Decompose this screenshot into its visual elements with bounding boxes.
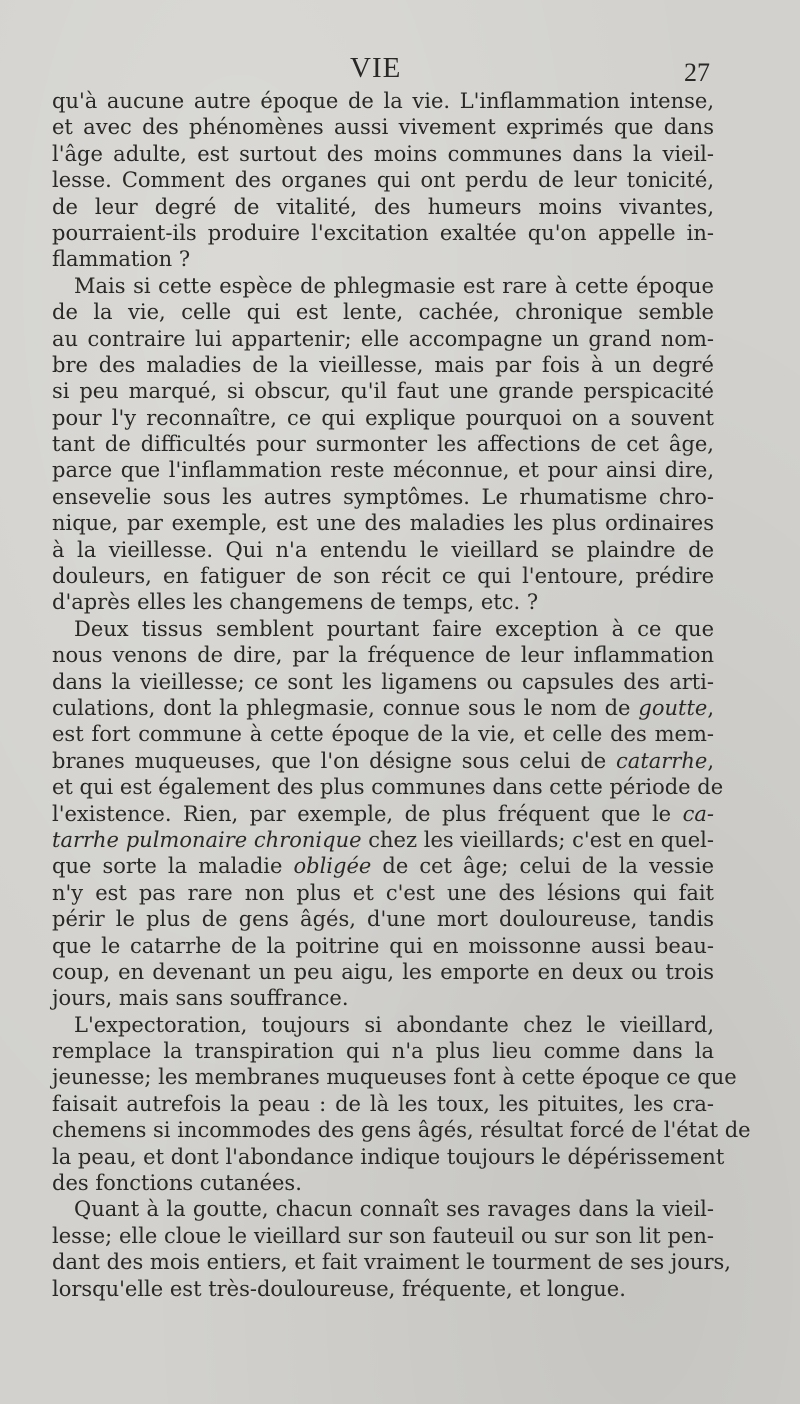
text-line: jeunesse; les membranes muqueuses font à cette époque ce que — [52, 1065, 737, 1090]
text-line: d'après elles les changemens de temps, etc. ? — [52, 590, 539, 615]
text-line: et qui est également des plus communes dans cette période de — [52, 775, 724, 800]
text-line: périr le plus de gens âgés, d'une mort douloureuse, tandis — [52, 907, 714, 932]
text-line: de la vie, celle qui est lente, cachée, chronique semble — [52, 300, 714, 325]
text-line: lesse. Comment des organes qui ont perdu de leur tonicité, — [52, 168, 714, 193]
text-line: de leur degré de vitalité, des humeurs moins vivantes, — [52, 194, 714, 219]
text-line: lorsqu'elle est très-douloureuse, fréquente, et longue. — [52, 1276, 626, 1301]
text-line: n'y est pas rare non plus et c'est une des lésions qui fait — [52, 880, 714, 905]
text-line: pour l'y reconnaître, ce qui explique pourquoi on a souvent — [52, 405, 714, 430]
paragraph-first-line: Quant à la goutte, chacun connaît ses ravages dans la vieil- — [74, 1197, 714, 1222]
text-line: tarrhe pulmonaire chronique chez les vieillards; c'est en quel- — [52, 827, 714, 852]
text-line: qu'à aucune autre époque de la vie. L'inflammation intense, — [52, 89, 714, 113]
running-title: VIE — [350, 52, 402, 84]
text-line: pourraient-ils produire l'excitation exaltée qu'on appelle in- — [52, 220, 714, 245]
text-line: ensevelie sous les autres symptômes. Le rhumatisme chro- — [52, 484, 714, 509]
text-line: culations, dont la phlegmasie, connue sous le nom de goutte, — [52, 695, 714, 720]
text-line: douleurs, en fatiguer de son récit ce qui l'entoure, prédire — [52, 564, 714, 589]
text-line: bre des maladies de la vieillesse, mais par fois à un degré — [52, 352, 714, 377]
text-line: que sorte la maladie obligée de cet âge; celui de la vessie — [52, 854, 714, 879]
paragraph-first-line: Mais si cette espèce de phlegmasie est rare à cette époque — [74, 273, 714, 298]
text-line: jours, mais sans souffrance. — [52, 986, 349, 1011]
page-number: 27 — [684, 58, 710, 87]
text-line: à la vieillesse. Qui n'a entendu le vieillard se plaindre de — [52, 537, 714, 562]
text-line: et avec des phénomènes aussi vivement exprimés que dans — [52, 115, 714, 140]
text-line: nous venons de dire, par la fréquence de leur inflammation — [52, 643, 714, 668]
text-line: que le catarrhe de la poitrine qui en moissonne aussi beau- — [52, 933, 714, 958]
text-line: chemens si incommodes des gens âgés, résultat forcé de l'état de — [52, 1118, 751, 1143]
text-line: flammation ? — [52, 247, 191, 272]
body-text — [52, 88, 751, 1302]
text-line: remplace la transpiration qui n'a plus lieu comme dans la — [52, 1039, 714, 1064]
text-line: faisait autrefois la peau : de là les toux, les pituites, les cra- — [52, 1091, 714, 1116]
paragraph-first-line: Deux tissus semblent pourtant faire exception à ce que — [74, 616, 714, 641]
text-line: dans la vieillesse; ce sont les ligamens ou capsules des arti- — [52, 669, 714, 694]
text-line: coup, en devenant un peu aigu, les emporte en deux ou trois — [52, 959, 714, 984]
paragraph-first-line: L'expectoration, toujours si abondante chez le vieillard, — [74, 1012, 714, 1037]
running-head — [0, 50, 800, 90]
text-line: la peau, et dont l'abondance indique toujours le dépérissement — [52, 1144, 725, 1169]
text-line: dant des mois entiers, et fait vraiment le tourment de ses jours, — [52, 1250, 731, 1275]
text-line: si peu marqué, si obscur, qu'il faut une grande perspicacité — [52, 379, 714, 404]
text-line: l'âge adulte, est surtout des moins communes dans la vieil- — [52, 141, 714, 166]
text-line: est fort commune à cette époque de la vie, et celle des mem- — [52, 722, 714, 747]
text-line: au contraire lui appartenir; elle accompagne un grand nom- — [52, 326, 714, 351]
text-line: des fonctions cutanées. — [52, 1171, 302, 1196]
text-line: lesse; elle cloue le vieillard sur son fauteuil ou sur son lit pen- — [52, 1223, 714, 1248]
text-line: parce que l'inflammation reste méconnue, et pour ainsi dire, — [52, 458, 714, 483]
text-line: branes muqueuses, que l'on désigne sous celui de catarrhe, — [52, 748, 714, 773]
text-line: l'existence. Rien, par exemple, de plus fréquent que le ca- — [52, 801, 714, 826]
text-line: tant de difficultés pour surmonter les affections de cet âge, — [52, 432, 714, 457]
text-line: nique, par exemple, est une des maladies les plus ordinaires — [52, 511, 714, 536]
